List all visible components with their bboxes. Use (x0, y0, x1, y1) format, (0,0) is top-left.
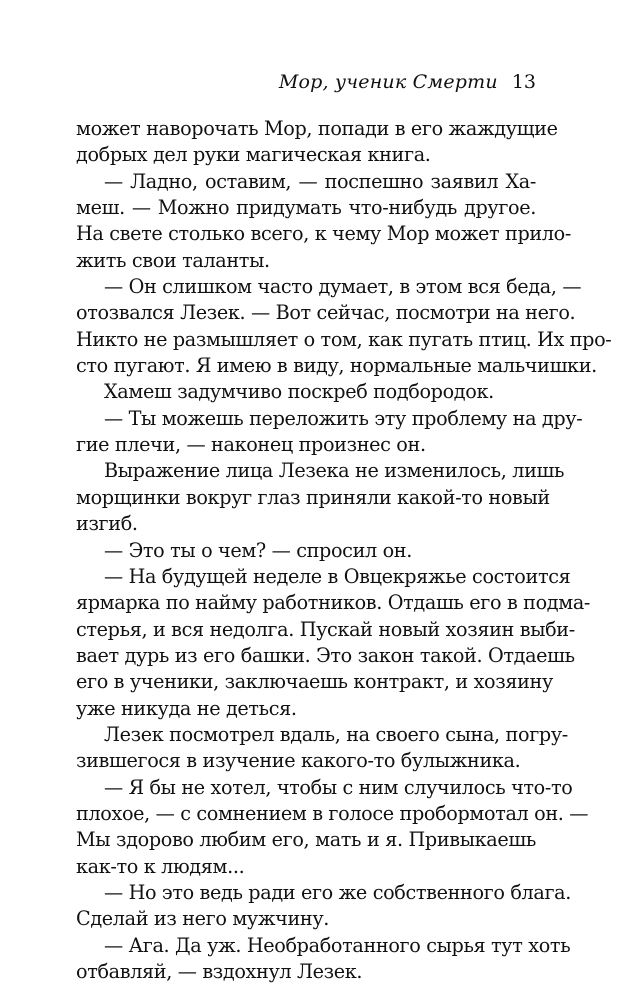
text-line: как-то к людям... (76, 854, 245, 878)
text-line: отбавляй, — вздохнул Лезек. (76, 960, 363, 983)
text-line: может наворочать Мор, попади в его жаждущие (76, 117, 558, 140)
text-line: добрых дел руки магическая книга. (76, 143, 431, 167)
text-line: его в ученики, заключаешь контракт, и хозяину (76, 670, 553, 694)
text-line: стерья, и вся недолга. Пускай новый хозяин выби- (76, 617, 575, 641)
text-line: уже никуда не деться. (76, 696, 297, 720)
page-number: 13 (511, 71, 536, 93)
text-line: — Он слишком часто думает, в этом вся беда, — (104, 275, 582, 299)
text-line: Хамеш задумчиво поскреб подбородок. (104, 380, 494, 404)
text-line: — Но это ведь ради его же собственного блага. (104, 880, 572, 904)
text-line: Никто не размышляет о том, как пугать птиц. Их про- (76, 327, 612, 351)
text-line: вает дурь из его башки. Это закон такой. Отдаешь (76, 643, 575, 667)
text-line: Лезек посмотрел вдаль, на своего сына, погру- (104, 722, 568, 746)
text-line: — Ладно, оставим, — поспешно заявил Ха- (104, 169, 536, 193)
text-line: — Ага. Да уж. Необработанного сырья тут хоть (104, 933, 571, 957)
text-line: — На будущей неделе в Овцекряжье состоится (104, 564, 571, 588)
running-header-title: Мор, ученик Смерти (278, 71, 498, 93)
text-line: — Я бы не хотел, чтобы с ним случилось что-то (104, 775, 573, 799)
text-line: сто пугают. Я имею в виду, нормальные мальчишки. (76, 354, 597, 378)
text-line: — Это ты о чем? — спросил он. (104, 538, 412, 562)
text-line: Мы здорово любим его, мать и я. Привыкаешь (76, 828, 536, 852)
text-line: жить свои таланты. (76, 248, 270, 272)
text-line: гие плечи, — наконец произнес он. (76, 433, 426, 457)
text-line: — Ты можешь переложить эту проблему на дру- (104, 406, 583, 430)
text-line: плохое, — с сомнением в голосе пробормотал он. — (76, 801, 589, 825)
text-line: Сделай из него мужчину. (76, 907, 330, 931)
text-line: Выражение лица Лезека не изменилось, лишь (104, 459, 565, 483)
running-header (279, 68, 536, 96)
text-line: ярмарка по найму работников. Отдашь его в подма- (76, 591, 591, 615)
text-line: морщинки вокруг глаз приняли какой-то новый (76, 485, 550, 509)
text-line: зившегося в изучение какого-то булыжника. (76, 749, 521, 773)
text-line: меш. — Можно придумать что-нибудь другое. (76, 196, 536, 220)
text-line: На свете столько всего, к чему Мор может прило- (76, 222, 571, 246)
text-line: изгиб. (76, 512, 138, 536)
text-line: отозвался Лезек. — Вот сейчас, посмотри на него. (76, 301, 576, 325)
body-text (76, 116, 612, 985)
